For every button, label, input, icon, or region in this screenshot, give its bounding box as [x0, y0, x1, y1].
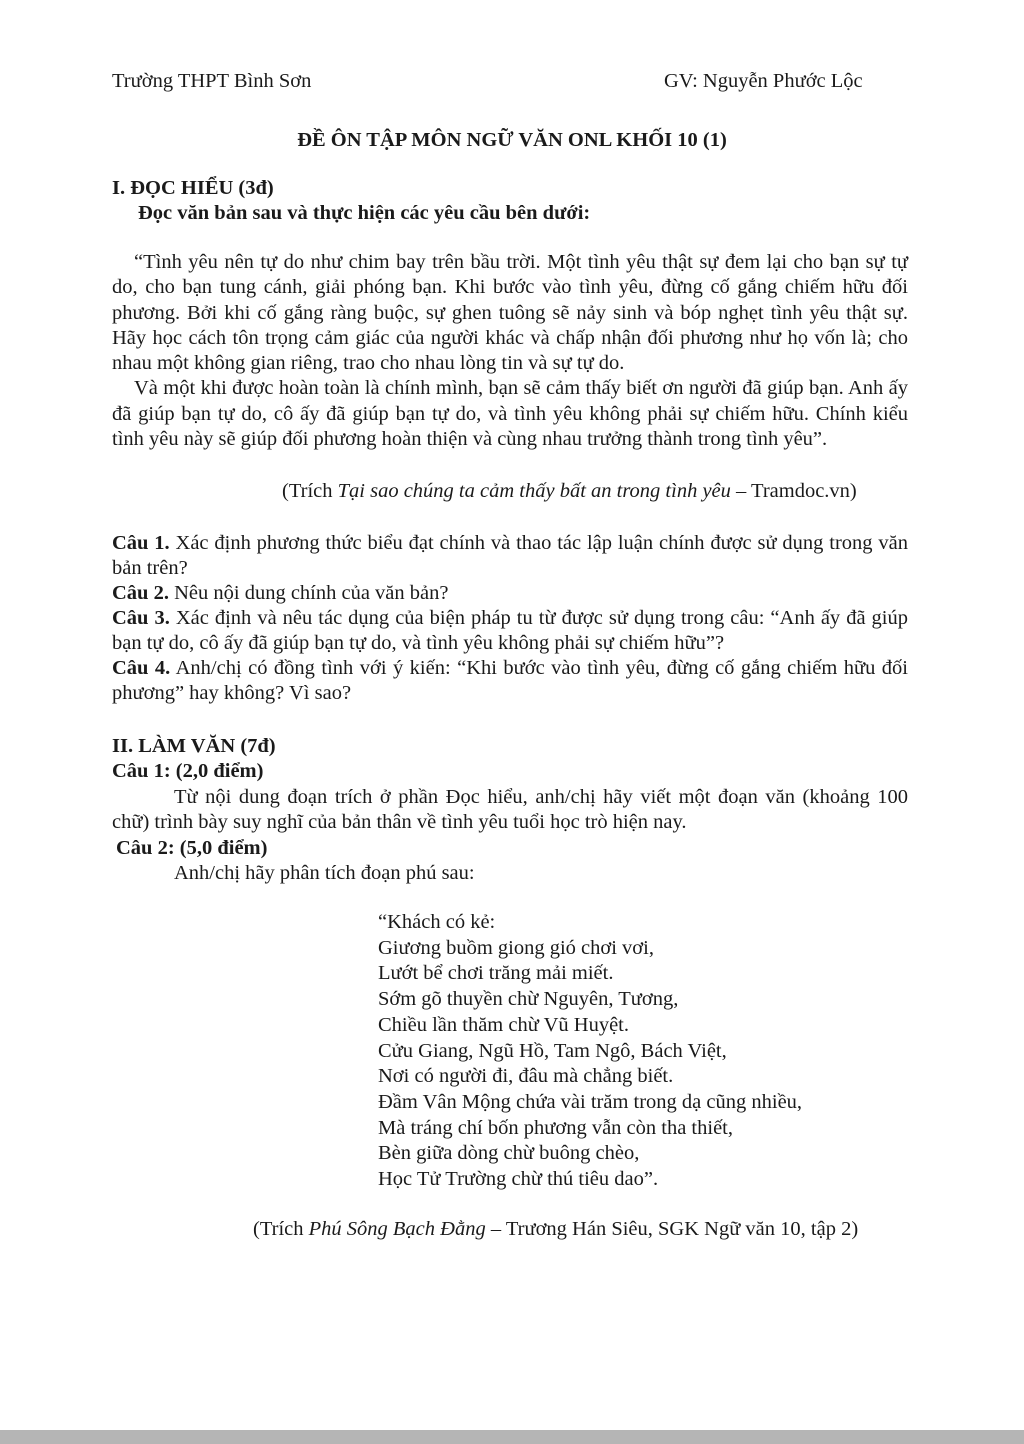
poem-line: Lướt bể chơi trăng mải miết.	[378, 962, 614, 985]
writing-question-2-label: Câu 2: (5,0 điểm)	[116, 837, 268, 859]
poem-line: Sớm gõ thuyền chừ Nguyên, Tương,	[378, 988, 679, 1011]
writing-question-2-text: Anh/chị hãy phân tích đoạn phú sau:	[174, 862, 475, 884]
reading-instruction: Đọc văn bản sau và thực hiện các yêu cầu bên dưới:	[138, 202, 591, 224]
passage-source: (Trích Tại sao chúng ta cảm thấy bất an trong tình yêu – Tramdoc.vn)	[282, 480, 857, 502]
passage-paragraph-1: “Tình yêu nên tự do như chim bay trên bầu trời. Một tình yêu thật sự đem lại cho bạn sự tự do, cho bạn tung cánh, giải phóng bạn. Khi bước vào tình yêu, đừng cố gắng chiếm hữu đối phương. Bởi khi cố gắng ràng buộc, sự ghen tuông sẽ nảy sinh và bóp nghẹt tình yêu thật sự. Hãy học cách tôn trọng cảm giác của người khác và chấp nhận đối phương như họ vốn là; cho nhau một không gian riêng, trao cho nhau lòng tin và sự tự do.	[112, 251, 908, 375]
poem-source-title: Phú Sông Bạch Đằng	[308, 1218, 486, 1240]
viewer-bottom-bar	[0, 1430, 1024, 1444]
school-name: Trường THPT Bình Sơn	[112, 70, 312, 92]
poem-excerpt	[378, 910, 802, 1193]
poem-line: Chiều lần thăm chừ Vũ Huyệt.	[378, 1013, 629, 1036]
poem-line: Giương buồm giong gió chơi vơi,	[378, 936, 654, 959]
poem-line: Học Tử Trường chừ thú tiêu dao”.	[378, 1168, 659, 1191]
writing-question-1-text: Từ nội dung đoạn trích ở phần Đọc hiểu, anh/chị hãy viết một đoạn văn (khoảng 100 chữ) trình bày suy nghĩ của bản thân về tình yêu tuổi học trò hiện nay.	[112, 786, 908, 834]
poem-line: Mà tráng chí bốn phương vẫn còn tha thiết,	[378, 1116, 733, 1139]
question-3: Câu 3. Xác định và nêu tác dụng của biện pháp tu từ được sử dụng trong câu: “Anh ấy đã giúp bạn tự do, cô ấy đã giúp bạn tự do, và tình yêu không phải sự chiếm hữu”?	[112, 607, 908, 654]
reading-heading: I. ĐỌC HIỂU (3đ)	[112, 177, 274, 199]
poem-source: (Trích Phú Sông Bạch Đằng – Trương Hán Siêu, SGK Ngữ văn 10, tập 2)	[253, 1218, 859, 1240]
question-list	[112, 531, 908, 706]
teacher-name: GV: Nguyễn Phước Lộc	[664, 70, 863, 92]
passage-source-title: Tại sao chúng ta cảm thấy bất an trong tình yêu	[337, 480, 731, 502]
page-title: ĐỀ ÔN TẬP MÔN NGỮ VĂN ONL KHỐI 10 (1)	[297, 129, 727, 151]
question-2: Câu 2. Nêu nội dung chính của văn bản?	[112, 582, 449, 604]
poem-line: Đầm Vân Mộng chứa vài trăm trong dạ cũng nhiều,	[378, 1090, 803, 1113]
poem-line: Bèn giữa dòng chừ buông chèo,	[378, 1142, 640, 1165]
writing-question-1-label: Câu 1: (2,0 điểm)	[112, 760, 264, 782]
poem-line: Cửu Giang, Ngũ Hồ, Tam Ngô, Bách Việt,	[378, 1039, 727, 1062]
question-1: Câu 1. Xác định phương thức biểu đạt chính và thao tác lập luận chính được sử dụng trong văn bản trên?	[112, 532, 908, 579]
question-4: Câu 4. Anh/chị có đồng tình với ý kiến: “Khi bước vào tình yêu, đừng cố gắng chiếm hữu đối phương” hay không? Vì sao?	[112, 657, 908, 704]
poem-line: “Khách có kẻ:	[378, 911, 496, 933]
reading-passage	[112, 250, 908, 452]
passage-paragraph-2: Và một khi được hoàn toàn là chính mình, bạn sẽ cảm thấy biết ơn người đã giúp bạn. Anh ấy đã giúp bạn tự do, cô ấy đã giúp bạn tự do, và tình yêu không phải sự chiếm hữu. Chính kiểu tình yêu này sẽ giúp đối phương hoàn thiện và cùng nhau trưởng thành trong tình yêu”.	[112, 377, 908, 451]
writing-heading: II. LÀM VĂN (7đ)	[112, 735, 276, 757]
poem-line: Nơi có người đi, đâu mà chẳng biết.	[378, 1065, 674, 1088]
